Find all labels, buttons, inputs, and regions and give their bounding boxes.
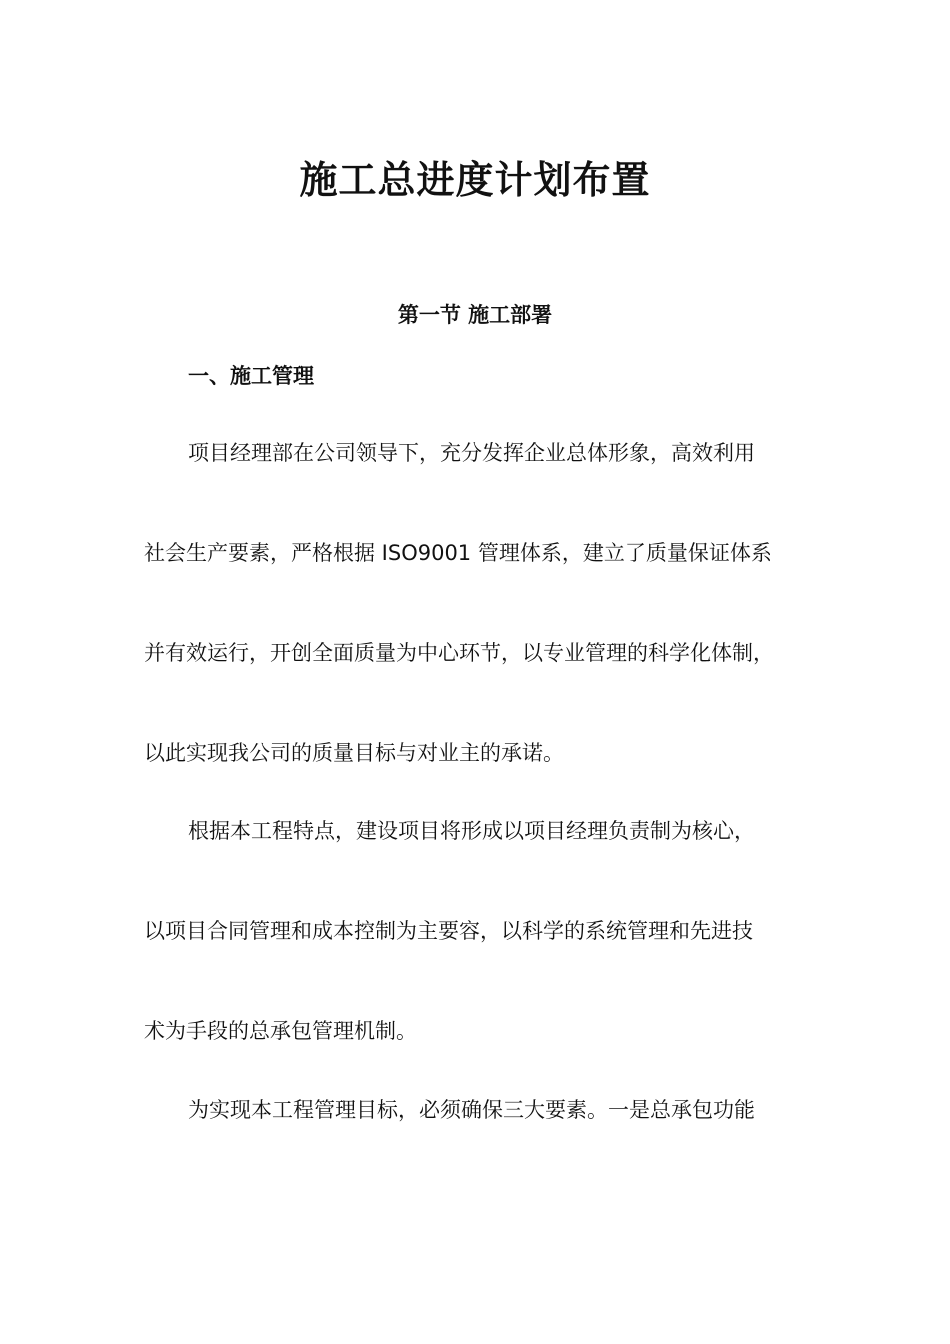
- paragraph-1-line-2: 社会生产要素，严格根据 ISO9001 管理体系，建立了质量保证体系: [144, 541, 772, 565]
- paragraph-2-line-1: 根据本工程特点，建设项目将形成以项目经理负责制为核心，: [188, 819, 755, 843]
- paragraph-2-line-2: 以项目合同管理和成本控制为主要容，以科学的系统管理和先进技: [144, 919, 753, 943]
- paragraph-2-line-3: 术为手段的总承包管理机制。: [144, 1019, 417, 1043]
- paragraph-3-line-1: 为实现本工程管理目标，必须确保三大要素。一是总承包功能: [188, 1098, 755, 1122]
- sub-heading: 一、施工管理: [188, 364, 314, 388]
- document-title: 施工总进度计划布置: [299, 158, 651, 202]
- paragraph-1-line-4: 以此实现我公司的质量目标与对业主的承诺。: [144, 741, 564, 765]
- paragraph-1-line-1: 项目经理部在公司领导下，充分发挥企业总体形象，高效利用: [188, 441, 755, 465]
- section-title: 第一节 施工部署: [397, 303, 553, 327]
- paragraph-1-line-3: 并有效运行，开创全面质量为中心环节，以专业管理的科学化体制，: [144, 641, 774, 665]
